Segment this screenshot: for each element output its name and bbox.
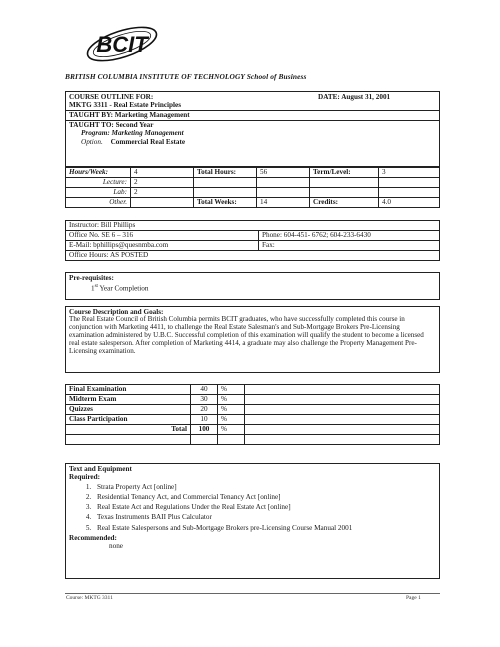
- term-label: Term/Level:: [310, 168, 379, 178]
- empty-cell: [245, 405, 440, 415]
- taught-to: TAUGHT TO: Second Year: [69, 121, 154, 129]
- empty-cell: [245, 395, 440, 405]
- hours-week-label: Hours/Week:: [66, 168, 131, 178]
- list-item: 4. Texas Instruments BAII Plus Calculator: [93, 513, 436, 521]
- course-title-row: [66, 92, 439, 111]
- eval-unit: %: [218, 405, 245, 415]
- taught-to-block: [66, 121, 439, 146]
- lecture-value: 2: [131, 178, 194, 188]
- hours-table: [65, 167, 440, 208]
- other-label: Other.: [66, 198, 131, 208]
- office-number: Office No. SE 6 – 316: [66, 231, 259, 241]
- eval-label: Quizzes: [66, 405, 191, 415]
- eval-total-unit: %: [218, 425, 245, 435]
- empty-cell: [379, 178, 440, 188]
- list-item: 2. Residential Tenancy Act, and Commercial Tenancy Act [online]: [93, 493, 436, 501]
- text-equipment-box: [65, 463, 440, 579]
- bcit-logo-mark: [82, 22, 162, 70]
- empty-cell: [66, 435, 191, 445]
- lab-label: Lab:: [66, 188, 131, 198]
- empty-cell: [257, 188, 310, 198]
- recommended-label: Recommended:: [69, 533, 117, 542]
- eval-unit: %: [218, 395, 245, 405]
- institution-name: BRITISH COLUMBIA INSTITUTE OF TECHNOLOGY School of Business: [65, 72, 307, 81]
- office-hours: Office Hours: AS POSTED: [66, 251, 440, 261]
- term-value: 3: [379, 168, 440, 178]
- total-weeks-label: Total Weeks:: [194, 198, 257, 208]
- eval-unit: %: [218, 415, 245, 425]
- instructor-table: [65, 220, 440, 261]
- text-equipment-label: Text and Equipment: [69, 465, 132, 473]
- required-label: Required:: [69, 473, 101, 482]
- program-value: Marketing Management: [111, 129, 184, 138]
- course-date: DATE: August 31, 2001: [318, 93, 391, 101]
- course-info-box: [65, 91, 440, 167]
- prereq-rest: Year Completion: [97, 284, 149, 293]
- list-item: 1. Strata Property Act [online]: [93, 483, 436, 491]
- program-line: [69, 129, 439, 137]
- prereq-sup: st: [94, 284, 98, 290]
- instructor-fax: Fax:: [259, 241, 440, 251]
- empty-cell: [310, 178, 379, 188]
- hours-week-value: 4: [131, 168, 194, 178]
- evaluation-table: [65, 384, 440, 445]
- eval-value: 40: [191, 385, 218, 395]
- evaluation-row: [66, 415, 440, 425]
- empty-cell: [194, 188, 257, 198]
- prerequisites-box: [65, 272, 440, 300]
- evaluation-row: [66, 405, 440, 415]
- empty-cell: [379, 188, 440, 198]
- evaluation-total-row: [66, 425, 440, 435]
- eval-value: 30: [191, 395, 218, 405]
- recommended-value: none: [109, 542, 123, 551]
- instructor-phone: Phone: 604-451- 6762; 604-233-6430: [259, 231, 440, 241]
- option-label: Option.: [81, 137, 103, 146]
- prereq-year: 1: [91, 284, 95, 293]
- footer-page: Page 1: [406, 595, 421, 601]
- other-value: [131, 198, 194, 208]
- list-item: 5. Real Estate Salespersons and Sub-Mortgage Brokers pre-Licensing Course Manual 2001: [93, 524, 397, 532]
- description-box: [65, 306, 440, 373]
- eval-unit: %: [218, 385, 245, 395]
- empty-cell: [245, 425, 440, 435]
- description-label: Course Description and Goals:: [69, 308, 164, 316]
- eval-label: Midterm Exam: [66, 395, 191, 405]
- credits-value: 4.0: [379, 198, 440, 208]
- option-line: [69, 138, 439, 146]
- prereq-value: [69, 284, 436, 293]
- required-list: [69, 483, 436, 532]
- evaluation-row: [66, 435, 440, 445]
- prereq-label: Pre-requisites:: [69, 274, 114, 282]
- footer-rule: [65, 593, 440, 594]
- total-hours-value: 56: [257, 168, 310, 178]
- eval-label: Class Participation: [66, 415, 191, 425]
- evaluation-row: [66, 395, 440, 405]
- taught-by: TAUGHT BY: Marketing Management: [66, 111, 439, 121]
- empty-cell: [310, 188, 379, 198]
- eval-value: 10: [191, 415, 218, 425]
- lecture-label: Lecture:: [66, 178, 131, 188]
- empty-cell: [245, 415, 440, 425]
- total-weeks-value: 14: [257, 198, 310, 208]
- instructor-email: E-Mail: bphillips@quesnmba.com: [66, 241, 259, 251]
- empty-cell: [194, 178, 257, 188]
- eval-total-label: Total: [66, 425, 191, 435]
- option-value: Commercial Real Estate: [110, 137, 186, 146]
- eval-value: 20: [191, 405, 218, 415]
- credits-label: Credits:: [310, 198, 379, 208]
- program-label: Program:: [81, 129, 110, 138]
- evaluation-row: [66, 385, 440, 395]
- total-hours-label: Total Hours:: [194, 168, 257, 178]
- eval-total-value: 100: [191, 425, 218, 435]
- empty-cell: [257, 178, 310, 188]
- list-item: 3. Real Estate Act and Regulations Under the Real Estate Act [online]: [93, 503, 436, 511]
- empty-cell: [191, 435, 218, 445]
- logo-text: BCIT: [96, 32, 148, 57]
- empty-cell: [245, 435, 440, 445]
- bcit-logo: [82, 22, 162, 70]
- instructor-name: Instructor: Bill Phillips: [66, 221, 440, 231]
- lab-value: 2: [131, 188, 194, 198]
- eval-label: Final Examination: [66, 385, 191, 395]
- empty-cell: [218, 435, 245, 445]
- outline-label: COURSE OUTLINE FOR:: [69, 93, 154, 101]
- footer-course: Course: MKTG 3311: [66, 595, 113, 601]
- empty-cell: [245, 385, 440, 395]
- course-name: MKTG 3311 - Real Estate Principles: [69, 101, 181, 109]
- description-text: The Real Estate Council of British Columbia permits BCIT graduates, who have successfully completed this course in conjunction with Marketing 4411, to challenge the Real Estate Salesman's and Sub-Mortgage Brokers Pre-Licensing examination administered by U.B.C. Successful completion of this examination will qualify the student to become a licensed real estate salesperson. After completion of Marketing 4414, a graduate may also challenge the Property Management Pre-Licensing examination.: [69, 315, 424, 355]
